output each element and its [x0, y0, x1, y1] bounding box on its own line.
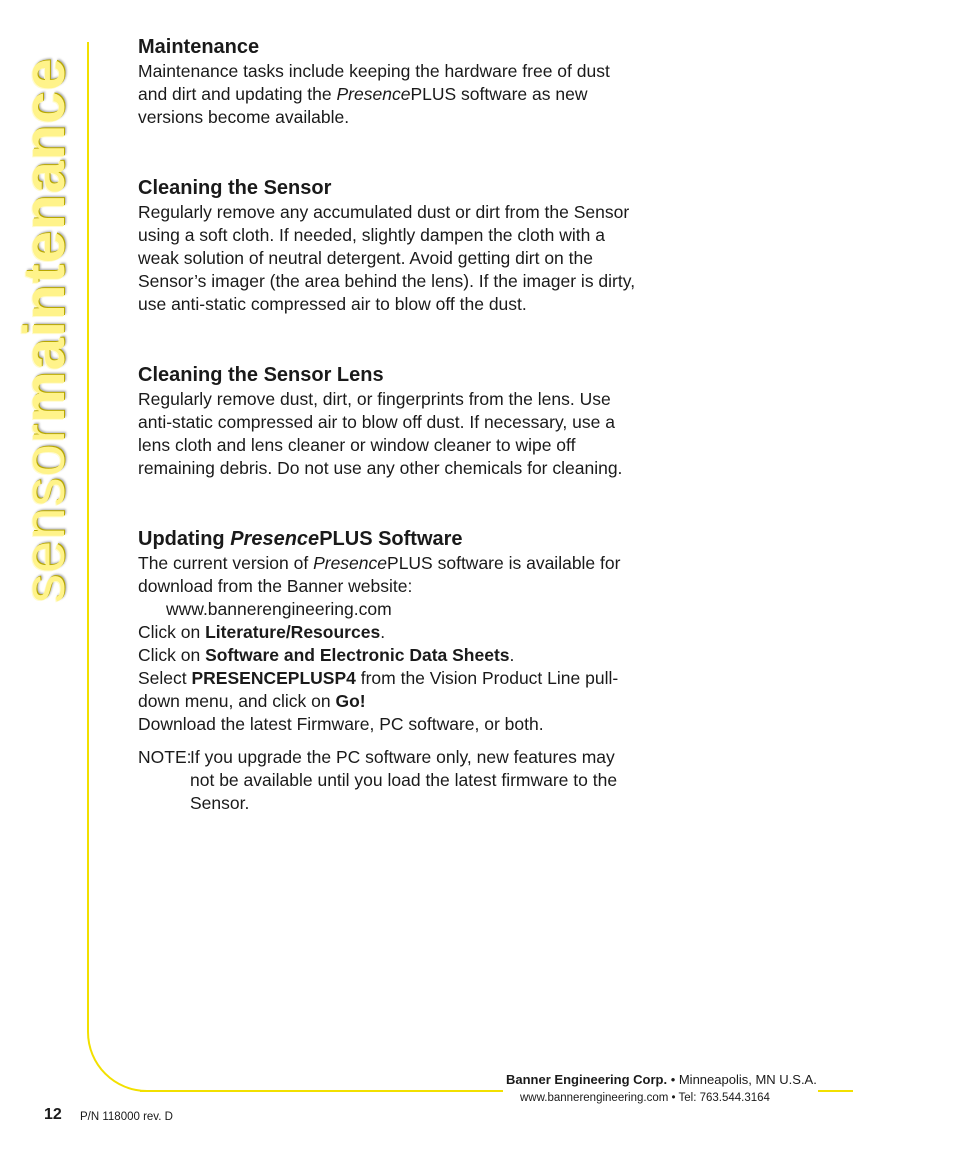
heading-cleaning-sensor: Cleaning the Sensor — [138, 177, 332, 199]
page-number: 12 — [44, 1106, 62, 1123]
step-select: Select PRESENCEPLUSP4 from the Vision Product Line pull-down menu, and click on Go! — [138, 668, 619, 711]
note-text: If you upgrade the PC software only, new features may not be available until you load the latest firmware to the Sensor. — [190, 747, 618, 813]
note-label: NOTE: — [138, 747, 192, 767]
section-cleaning-sensor — [138, 175, 638, 316]
page-border-bottom — [140, 1090, 503, 1092]
updating-intro: The current version of PresencePLUS software is available for download from the Banner website: — [138, 553, 621, 596]
cleaning-lens-body: Regularly remove dust, dirt, or fingerprints from the lens. Use anti-static compressed air to blow off dust. If necessary, use a lens cloth and lens cleaner or window cleaner to wipe off remaining debris. Do not use any other chemicals for cleaning. — [138, 389, 623, 478]
page-border-bottom-right — [818, 1090, 853, 1092]
cleaning-sensor-body: Regularly remove any accumulated dust or dirt from the Sensor using a soft cloth. If needed, slightly dampen the cloth with a weak solution of neutral detergent. Avoid getting dirt on the Sensor’s imager (the area behind the lens). If the imager is dirty, use anti-static compressed air to blow off the dust. — [138, 202, 636, 314]
heading-updating: Updating PresencePLUS Software — [138, 528, 463, 550]
sidebar-title-bold: maintenance — [12, 57, 77, 423]
banner-website-url: www.bannerengineering.com — [166, 599, 392, 619]
step-software: Click on Software and Electronic Data Sheets. — [138, 645, 515, 665]
footer-contact: www.bannerengineering.com • Tel: 763.544.3164 — [520, 1092, 770, 1104]
main-content — [138, 34, 638, 861]
section-maintenance — [138, 34, 638, 129]
maintenance-body: Maintenance tasks include keeping the hardware free of dust and dirt and updating the PresencePLUS software as new versions become available. — [138, 61, 610, 127]
step-download: Download the latest Firmware, PC software, or both. — [138, 714, 544, 734]
section-cleaning-lens — [138, 362, 638, 480]
footer-company: Banner Engineering Corp. • Minneapolis, MN U.S.A. — [506, 1072, 817, 1087]
heading-cleaning-lens: Cleaning the Sensor Lens — [138, 364, 384, 386]
sidebar-title-light: sensor — [12, 422, 77, 603]
section-updating — [138, 526, 638, 815]
sidebar-title — [12, 57, 77, 603]
step-literature: Click on Literature/Resources. — [138, 622, 386, 642]
note — [138, 746, 638, 815]
part-number: P/N 118000 rev. D — [80, 1111, 173, 1123]
heading-maintenance: Maintenance — [138, 36, 260, 58]
